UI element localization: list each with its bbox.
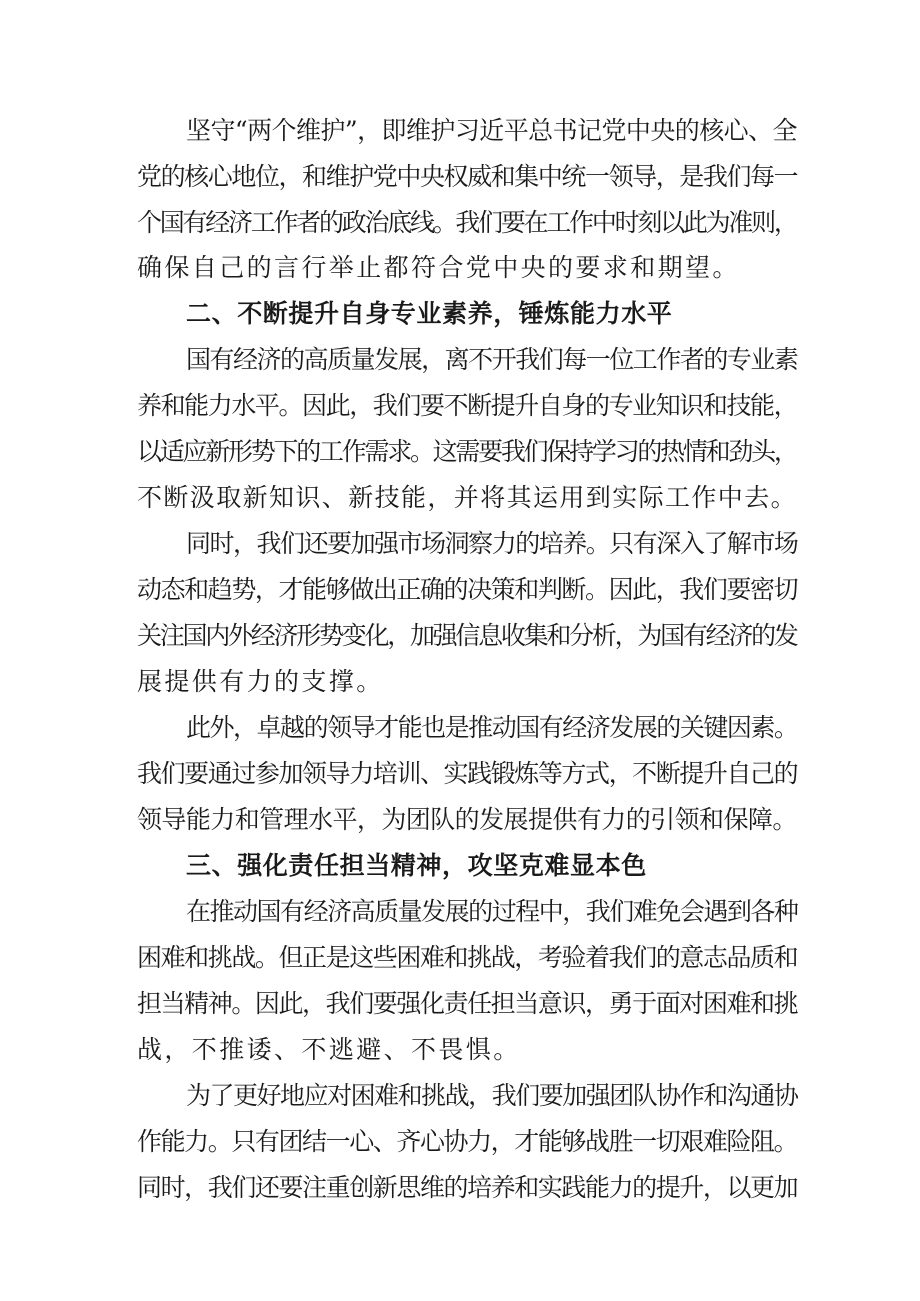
text-line: 同时，我们还要加强市场洞察力的培养。只有深入了解市场	[186, 529, 798, 558]
text-line: 个国有经济工作者的政治底线。我们要在工作中时刻以此为准则，	[137, 208, 797, 237]
text-line: 关注国内外经济形势变化，加强信息收集和分析，为国有经济的发	[137, 621, 797, 650]
text-line: 同时，我们还要注重创新思维的培养和实践能力的提升，以更加	[137, 1173, 798, 1202]
text-line: 动态和趋势，才能够做出正确的决策和判断。因此，我们要密切	[137, 575, 798, 604]
text-line: 不断汲取新知识、新技能，并将其运用到实际工作中去。	[137, 483, 798, 512]
text-line: 展提供有力的支撑。	[137, 667, 384, 696]
text-line: 战，不推诿、不逃避、不畏惧。	[137, 1035, 521, 1064]
text-line: 党的核心地位，和维护党中央权威和集中统一领导，是我们每一	[137, 162, 798, 191]
text-line: 养和能力水平。因此，我们要不断提升自身的专业知识和技能，	[137, 391, 798, 420]
text-line: 国有经济的高质量发展，离不开我们每一位工作者的专业素	[186, 345, 798, 374]
text-line: 确保自己的言行举止都符合党中央的要求和期望。	[137, 253, 740, 282]
text-line: 为了更好地应对困难和挑战，我们要加强团队协作和沟通协	[186, 1081, 798, 1110]
text-line: 以适应新形势下的工作需求。这需要我们保持学习的热情和劲头，	[137, 437, 797, 466]
text-line: 领导能力和管理水平，为团队的发展提供有力的引领和保障。	[137, 805, 797, 834]
text-line: 在推动国有经济高质量发展的过程中，我们难免会遇到各种	[186, 897, 798, 926]
text-line: 作能力。只有团结一心、齐心协力，才能够战胜一切艰难险阻。	[137, 1127, 798, 1156]
text-line: 坚守“两个维护”，即维护习近平总书记党中央的核心、全	[186, 116, 797, 145]
text-line: 此外，卓越的领导才能也是推动国有经济发展的关键因素。	[186, 713, 798, 742]
text-line: 我们要通过参加领导力培训、实践锻炼等方式，不断提升自己的	[137, 759, 798, 788]
section-heading-2: 二、不断提升自身专业素养，锤炼能力水平	[186, 299, 673, 328]
text-line: 困难和挑战。但正是这些困难和挑战，考验着我们的意志品质和	[137, 943, 798, 972]
text-line: 担当精神。因此，我们要强化责任担当意识，勇于面对困难和挑	[137, 989, 798, 1018]
section-heading-3: 三、强化责任担当精神，攻坚克难显本色	[186, 851, 647, 880]
